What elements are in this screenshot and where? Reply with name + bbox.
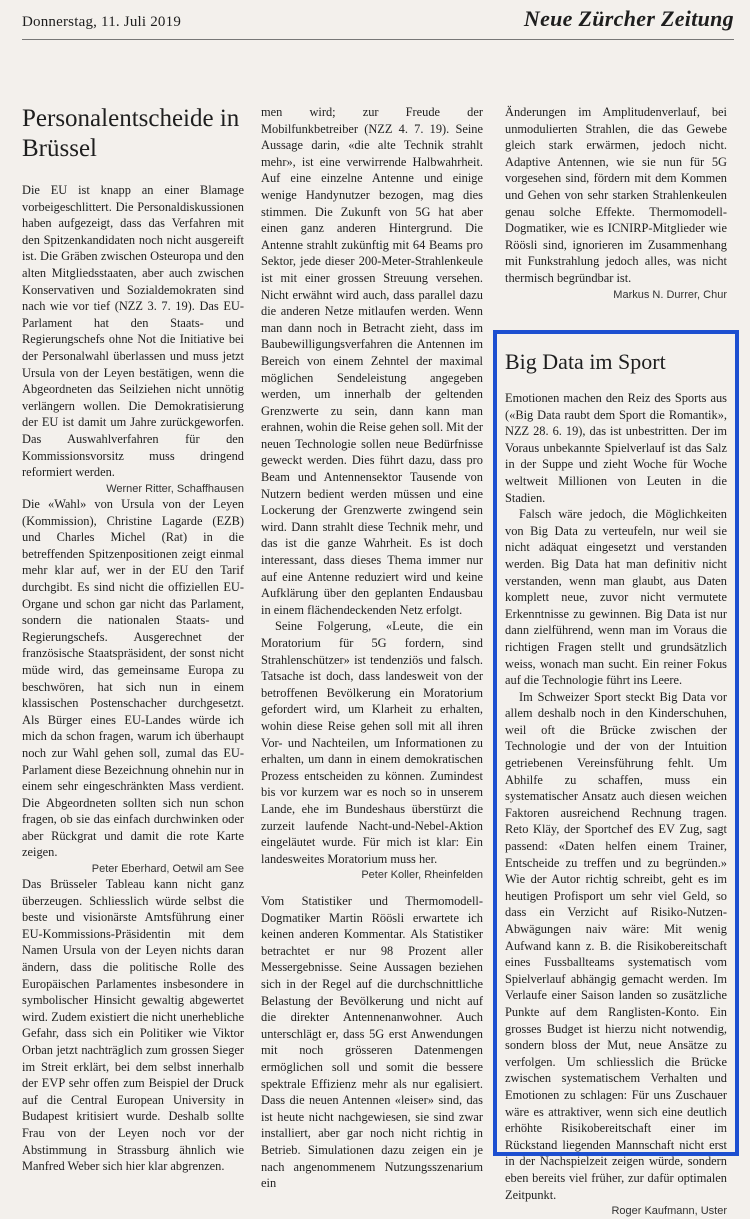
letter-signature: Werner Ritter, Schaffhausen xyxy=(106,482,244,495)
letter-koller xyxy=(261,104,483,883)
letter-ritter xyxy=(22,182,244,497)
letter-paragraph: Emotionen machen den Reiz des Sports aus («Big Data raubt dem Sport die Romantik», NZZ 28. 6. 19), das ist unbestritten. Der im Voraus unbekannte Spielverlauf ist das Salz in der Suppe und zieht Woche für Woche weltweit Millionen von Leuten in die Stadien. xyxy=(505,391,727,505)
newspaper-masthead: Neue Zürcher Zeitung xyxy=(523,6,734,31)
letter-durrer-end xyxy=(505,104,727,303)
letter-signature: Peter Eberhard, Oetwil am See xyxy=(91,863,244,876)
box-content xyxy=(505,348,727,1218)
column-middle xyxy=(261,104,483,882)
highlighted-article-box xyxy=(493,330,739,1218)
letter-paragraph: Im Schweizer Sport steckt Big Data vor allem deshalb noch in den Kinderschuhen, weil oft die Brücke zwischen der Technologie und der von der Intuition getriebenen Vereinsführung fehlt. Um Abhilfe zu schaffen, muss ein systematischer Ansatz auch diesen weichen Faktoren ausreichend Rechnung tragen. Reto Kläy, der Sportchef des EV Zug, sagt passend: «Daten helfen einem Trainer, Entscheide zu treffen und zu begründen.» Wie der Autor richtig schreibt, geht es im heutigen Profisport um sehr viel Geld, so dass ein Verzicht auf Risiko-Nutzen-Abwägungen naiv wäre: Mit wenig Aufwand kann z. B. die Risikobereitschaft eines Fussballteams systematisch vom Spielverlauf abhängig gemacht werden. Im Verlaufe einer Saison landen so zusätzliche Punkte auf dem Ranglisten-Konto. Ein grosses Budget ist hierzu nicht notwendig, sondern bloss der Mut, neue Ansätze zu verfolgen. Um schliesslich die Brücke zwischen systematischem Verhalten und Emotionen zu schlagen: Für uns Zuschauer wäre es attraktiver, wenn sich eine deutlich erhöhte Risikobereitschaft einer im Rückstand liegenden Mannschaft nicht erst in der Nachspielzeit zeigen würde, sondern eben bereits viel früher, zur dafür optimalen Zeitpunkt. xyxy=(505,689,727,1202)
letter-kaufmann xyxy=(505,390,727,1219)
box-headline: Big Data im Sport xyxy=(505,349,666,374)
letter-anonymous xyxy=(22,876,244,1175)
letter-signature: Roger Kaufmann, Uster xyxy=(611,1205,727,1218)
issue-date: Donnerstag, 11. Juli 2019 xyxy=(22,14,182,30)
column-middle-letter-2 xyxy=(261,893,483,1191)
page-header xyxy=(22,0,734,40)
column-left-letter-3 xyxy=(22,876,244,1174)
letter-paragraph: Seine Folgerung, «Leute, die ein Moratorium für 5G fordern, sind Strahlenschützer» ist tendenziös und falsch. Tatsache ist doch, dass landesweit von der betroffenen Bevölkerung ein Moratorium gefordert wird, um Klarheit zu erhalten, wohin diese Reise gehen soll mit all ihren Vor- und Nachteilen, um Informationen zu erhalten, um dann in einem demokratischen Prozess entscheiden zu können. Zumindest bis vor kurzem war es noch so in unserem Lande, ehe im Bundeshaus überstürzt die zurzeit laufende Nacht-und-Nebel-Aktion eingeläutet wurde. Für mich ist klar: Ein landesweites Moratorium muss her. xyxy=(261,619,483,866)
letter-paragraph: Vom Statistiker und Thermomodell-Dogmatiker Martin Röösli erwartete ich keinen anderen Kommentar. Als Statistiker betrachtet er nur 98 Prozent aller Messergebnisse. Seine Aussagen beziehen sich in der Regel auf die durchschnittliche Belastung der Bevölkerung und nicht auf die direkter Antennenanwohner. Auch unterschlägt er, dass 5G erst Anwendungen mit noch grösseren Datenmengen ermöglichen soll und somit die bessere spektrale Effizienz mehr als nur egalisiert. Dass die neuen Antennen «leiser» sind, das ist heute nicht nachgewiesen, sie sind zwar installiert, aber gar noch nicht richtig in Betrieb. Simulationen dazu zeigen ein je nach angenommenem Nutzungsszenarium ein xyxy=(261,894,483,1191)
letter-paragraph: Änderungen im Amplitudenverlauf, bei unmodulierten Strahlen, die das Gewebe gleich stark erwärmen, jedoch nicht. Adaptive Antennen, wie sie nun für 5G vorgesehen sind, fördern mit dem Kommen und Gehen von sehr starken Strahlenkeulen genau solche Effekte. Thermomodell-Dogmatiker, wie es ICNIRP-Mitglieder wie Röösli sind, ignorieren im Zusammenhang mit Funkstrahlung jedoch alles, was nicht thermisch begründbar ist. xyxy=(505,105,727,285)
letter-body: Die «Wahl» von Ursula von der Leyen (Kommission), Christine Lagarde (EZB) und Charles Michel (Rat) in die betreffenden Spitzenpositionen zeigt einmal mehr klar auf, wer in der EU den Tarif durchgibt. Es sind nicht die offiziellen EU-Organe und schon gar nicht das Parlament, sondern die nationalen Staats- und Regierungschefs. Ausgerechnet der französische Staatspräsident, der sonst nicht müde wird, das gemeinsame Europa zu beschwören, hat sich nun in einem klassischen Postenschacher durchgesetzt. Als Bürger eines EU-Landes würde ich mich da schon fragen, warum ich überhaupt noch zur Wahl gehen soll, zumal das EU-Parlament diese Bezeichnung ohnehin nur in einem sehr eingeschränkten Mass verdient. Die Abgeordneten sollten sich nun schon fragen, ob sie das einfach durchwinken oder aber Rückgrat und damit die rote Karte zeigen. xyxy=(22,497,244,860)
column-right xyxy=(505,104,727,301)
letter-body: Das Brüsseler Tableau kann nicht ganz überzeugen. Schliesslich würde selbst die beste und visionärste Amtsführung einer EU-Kommissions-Präsidentin mit dem Namen Ursula von der Leyen nichts daran ändern, dass die politische Rolle des Europäischen Parlamentes insbesondere in symbolischer Hinsicht gewaltig abgewertet wird. Zudem existiert die nicht unerhebliche Gefahr, dass sich ein Politiker wie Viktor Orban jetzt nachträglich zum grossen Sieger im Streit erklärt, bei dem selbst innerhalb der EVP sehr offen zum Beispiel der Druck auf die Central European University in Budapest kritisiert wurde. Deshalb sollte Frau von der Leyen noch vor der Abstimmung in Strassburg ähnlich wie Manfred Weber sich hier klar abgrenzen. xyxy=(22,877,244,1174)
letter-paragraph: Falsch wäre jedoch, die Möglichkeiten von Big Data zu verteufeln, nur weil sie nicht adäquat eingesetzt und verstanden werden. Big Data hat man definitiv nicht verstanden, wenn man glaubt, aus Daten komplett neue, zuvor nicht vermutete Erkenntnisse zu gewinnen. Big Data ist nur dann zielführend, wenn man im Voraus die richtigen Fragen stellt und grundsätzlich weiss, wonach man sucht. Ein reiner Fokus auf die Technologie führt ins Leere. xyxy=(505,507,727,688)
letter-body: Die EU ist knapp an einer Blamage vorbeigeschlittert. Die Personaldiskussionen haben aufgezeigt, dass das Verfahren mit den Spitzenkandidaten noch nicht ausgereift ist. Die Gräben zwischen Osteuropa und den alten Mitgliedsstaaten, aber auch zwischen Konservativen und Sozialdemokraten sind nach wie vor tief (NZZ 3. 7. 19). Das EU-Parlament hat den Staats- und Regierungschefs ohne Not die Initiative bei der Personalwahl überlassen und muss jetzt Ursula von der Leyen bestätigen, wenn die Abgeordneten das Seilziehen nicht unnötig verlängern wollen. Die Demokratisierung der EU ist damit um Jahre zurückgeworfen. Das Auswahlverfahren für den Kommissionsvorsitz muss dringend reformiert werden. xyxy=(22,183,244,480)
letter-durrer-start xyxy=(261,893,483,1192)
letter-signature: Markus N. Durrer, Chur xyxy=(613,288,727,301)
section-headline: Personalentscheide in Brüssel xyxy=(22,105,240,162)
letter-paragraph: men wird; zur Freude der Mobilfunkbetreiber (NZZ 4. 7. 19). Seine Aussage darin, «die alte Technik strahlt mehr», ist eine verwirrende Halbwahrheit. Auf eine einzelne Antenne und einige wenige Handynutzer bezogen, mag dies stimmen. Die Zukunft von 5G hat aber einen ganz anderen Hintergrund. Die Antenne strahlt zukünftig mit 64 Beams pro Sektor, jede dieser 200-Meter-Strahlenkeule ist mit einer grossen Streuung versehen. Nicht erwähnt wird auch, dass parallel dazu die anderen Netze mitlaufen werden. Wenn man dann noch in Betracht zieht, dass im Baubewilligungsverfahren die Antennen im Bereich von einem Zehntel der maximal möglichen Sendeleistung angegeben werden, um innerhalb der geltenden Grenzwerte zu sein, dann kann man erahnen, wohin die Reise gehen soll. Mit der neuen Technologie sollen neue Bedürfnisse geweckt werden. Dies führt dazu, dass pro Beam und Antennensektor Tausende von Nutzern bedient werden müssen und eine Lockerung der Grenzwerte zwingend sein wird. Dann strahlt diese Technik mehr, und das ist die ganze Wahrheit. Es ist doch interessant, dass dieses Thema immer nur auf eine Antenne reduziert wird und keine Aufklärung über den geplanten Endausbau in einem flächendeckenden Netz erfolgt. xyxy=(261,105,483,617)
letter-signature: Peter Koller, Rheinfelden xyxy=(361,869,483,882)
letter-eberhard xyxy=(22,496,244,877)
column-left-letter-2 xyxy=(22,496,244,876)
